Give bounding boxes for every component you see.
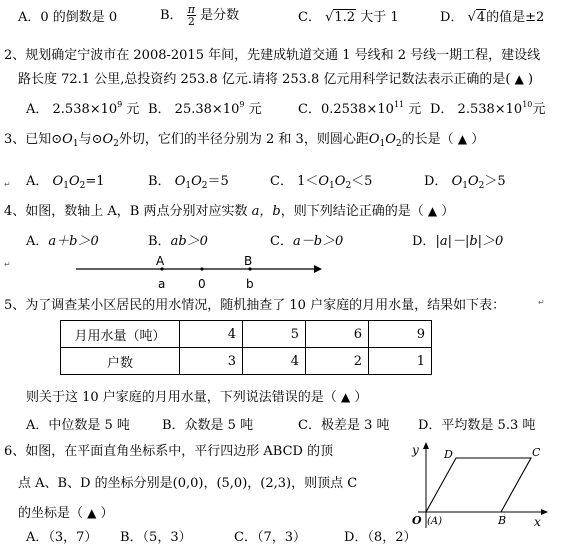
subscript: 1 (185, 181, 192, 191)
q3-option-a-value: =1 (85, 174, 105, 189)
q6-stem-line3 (18, 502, 114, 521)
q2-option-c-unit: 元 (404, 102, 422, 117)
q2-option-a-text: A． 2.538×10 (26, 102, 118, 117)
fraction-numerator: π (187, 3, 195, 16)
q1-option-c-text: 大于 1 (360, 10, 399, 25)
option-label: D． (424, 174, 448, 189)
q2-option-c-exponent: 11 (393, 100, 405, 109)
q6-stem-text: 的坐标是（ (18, 506, 84, 521)
q6-option-b: B．（5，3） (120, 530, 192, 545)
paragraph-return-mark: ↵ (4, 180, 11, 189)
q1-option-d-text: 的值是±2 (486, 10, 545, 25)
q4-option-d (412, 230, 503, 249)
circle-center-o: O (102, 132, 114, 147)
q2-option-d-text: D． 2.538×10 (430, 102, 523, 117)
q2-option-b (148, 98, 262, 117)
q1-option-b-text: 是分数 (200, 8, 240, 23)
q3-option-d (424, 170, 506, 191)
option-label: C． 1＜ (270, 174, 319, 189)
q2-option-b-unit: 元 (244, 102, 262, 117)
vertex-b-label: B (498, 514, 507, 527)
q1-option-c (298, 6, 399, 25)
y-axis-label: y (412, 443, 419, 457)
sqrt-sign: √ (467, 10, 476, 25)
number-line-label-b: b (246, 277, 254, 291)
paragraph-return-mark: ↵ (4, 260, 11, 269)
q2-option-d (430, 98, 545, 117)
q2-stem-line2 (18, 68, 533, 87)
q4-stem (4, 200, 454, 219)
q3-option-a (26, 170, 105, 191)
subscript: 1 (462, 181, 468, 191)
q4-option-a (26, 230, 99, 249)
circle-center-o: O (68, 174, 80, 189)
answer-mark: ▲ (427, 204, 438, 218)
subscript: 2 (201, 181, 208, 191)
subscript: 1 (329, 181, 335, 191)
subscript: 2 (113, 139, 119, 149)
q3-option-c (270, 170, 372, 191)
number-line-label-a: a (158, 277, 166, 291)
circle-center-o: O (174, 174, 186, 189)
q2-option-b-exponent: 9 (239, 100, 245, 109)
circle-center-o: O (318, 174, 330, 189)
answer-mark: ▲ (457, 132, 468, 146)
q3-stem-close: ） (471, 132, 485, 147)
q3-stem-text: 的长是（ (401, 132, 454, 147)
answer-mark: ▲ (340, 390, 351, 404)
q6-option-a: A．（3，7） (26, 530, 98, 545)
table-header-usage: 月用水量（吨） (61, 321, 180, 348)
q4-stem-text: 4、如图，数轴上 A，B 两点分别对应实数 (4, 204, 248, 219)
table-cell: 2 (306, 348, 369, 375)
origin-label: O (412, 514, 422, 527)
subscript: 2 (345, 181, 352, 191)
q1-option-c-label: C． (298, 10, 321, 25)
table-cell: 9 (369, 321, 432, 348)
option-label: A． (26, 234, 49, 249)
q5-option-b: B．众数是 5 吨 (162, 418, 254, 433)
arrow-head-icon (314, 265, 322, 273)
table-cell: 4 (243, 348, 306, 375)
q3-option-b-value: ＝5 (207, 174, 229, 189)
table-cell: 4 (180, 321, 243, 348)
q5-question (26, 386, 367, 405)
q4-option-c (270, 230, 343, 249)
q6-stem-line2: 点 A、B、D 的坐标分别是(0,0)，(5,0)，(2,3)，则顶点 C (18, 476, 358, 491)
fraction-denominator: 2 (187, 15, 195, 28)
q6-option-d: D．（8，2） (344, 530, 417, 545)
vertex-a-label: (A) (427, 516, 443, 527)
subscript: 1 (72, 139, 79, 149)
q3-stem (4, 128, 484, 149)
q4-option-b-expr: ab＞0 (170, 234, 208, 249)
q1-option-d (440, 6, 544, 25)
q2-option-b-text: B． 25.38×10 (148, 102, 240, 117)
table-cell: 3 (180, 348, 243, 375)
number-line-label-zero: 0 (198, 277, 206, 291)
q2-stem-line1: 2、规划确定宁波市在 2008-2015 年间，先建成轨道交通 1 号线和 2 号线一期工程，建设线 (4, 48, 541, 63)
circle-center-o: O (62, 132, 73, 147)
q4-option-a-expr: a＋b＞0 (48, 234, 99, 249)
q5-option-d: D．平均数是 5.3 吨 (418, 418, 536, 433)
q1-option-b (160, 4, 239, 27)
circle-center-o: O (451, 174, 463, 189)
q1-option-b-fraction (187, 4, 196, 27)
q4-option-b (148, 230, 208, 249)
q5-stem: 5、为了调查某小区居民的用水情况，随机抽查了 10 户家庭的月用水量，结果如下表： (4, 298, 506, 313)
q4-option-d-expr: |a|－|b|＞0 (435, 234, 504, 249)
vertex-c-label: C (532, 446, 541, 459)
y-axis-arrow-icon (423, 442, 429, 449)
subscript: 2 (395, 139, 402, 149)
option-label: B． (148, 234, 171, 249)
q5-question-text: 则关于这 10 户家庭的月用水量，下列说法错误的是（ (26, 390, 337, 405)
q3-option-d-value: ＞5 (484, 174, 506, 189)
q2-stem-text: 路长度 72.1 公里,总投资约 253.8 亿元.请将 253.8 亿元用科学记数法表示正确的是( (18, 72, 511, 87)
q3-stem-text: 与⊙ (78, 132, 103, 147)
subscript: 1 (63, 181, 69, 191)
option-label: C． (270, 234, 293, 249)
table-header-households: 户数 (61, 348, 180, 375)
number-line-label-a-upper: A (156, 254, 165, 268)
q2-option-c-text: C．0.2538×10 (298, 102, 394, 117)
q4-option-c-expr: a－b＞0 (292, 234, 344, 249)
parallelogram-abcd (426, 458, 531, 512)
q6-option-c: C．（7，3） (234, 530, 306, 545)
table-cell: 6 (306, 321, 369, 348)
q2-option-c (298, 98, 421, 117)
circle-center-o: O (334, 174, 346, 189)
circle-center-o: O (467, 174, 479, 189)
q6-stem-close: ） (100, 506, 114, 521)
option-label: B． (148, 174, 171, 189)
q1-option-a: A．0 的倒数是 0 (18, 10, 118, 25)
q5-option-c: C．极差是 3 吨 (298, 418, 390, 433)
subscript: 2 (478, 181, 485, 191)
answer-mark: ▲ (514, 72, 524, 86)
subscript: 1 (379, 139, 386, 149)
point-zero (200, 267, 203, 270)
sqrt-sign: √ (325, 10, 334, 25)
number-line-figure (70, 254, 330, 294)
q2-option-a-unit: 元 (122, 102, 140, 117)
q2-option-d-exponent: 10 (522, 100, 533, 109)
table-cell: 5 (243, 321, 306, 348)
q1-option-d-radicand: 4 (476, 10, 486, 25)
circle-center-o: O (385, 132, 396, 147)
q3-option-c-value: ＜5 (351, 174, 373, 189)
q2-option-a-exponent: 9 (117, 100, 123, 109)
circle-center-o: O (368, 132, 380, 147)
x-axis-arrow-icon (541, 509, 548, 515)
option-label: D． (412, 234, 436, 249)
q4-stem-close: ） (441, 204, 455, 219)
parallelogram-figure (398, 440, 558, 536)
q2-option-a (26, 98, 139, 117)
vertex-d-label: D (444, 448, 453, 461)
water-usage-table (60, 320, 432, 375)
number-line-label-b-upper: B (244, 254, 253, 268)
q5-question-close: ） (354, 390, 368, 405)
table-row (61, 348, 432, 375)
q4-stem-text: ，则下列结论正确的是（ (280, 204, 424, 219)
table-cell: 1 (369, 348, 432, 375)
q6-stem-line1: 6、如图，在平面直角坐标系中，平行四边形 ABCD 的顶 (4, 444, 334, 459)
circle-center-o: O (191, 174, 202, 189)
answer-mark: ▲ (87, 506, 97, 520)
table-row (61, 321, 432, 348)
q5-option-a: A．中位数是 5 吨 (26, 418, 130, 433)
x-axis-label: x (534, 515, 541, 529)
subscript: 2 (79, 181, 86, 191)
q3-stem-text: 3、已知⊙ (4, 132, 63, 147)
q1-option-d-label: D． (440, 10, 464, 25)
option-label: A． (26, 174, 49, 189)
q3-option-b (148, 170, 229, 191)
q4-stem-variables: a，b (251, 204, 281, 219)
q2-stem-close: ) (528, 72, 534, 87)
q1-option-b-label: B． (160, 8, 183, 23)
q2-option-d-unit: 元 (532, 102, 546, 117)
circle-center-o: O (52, 174, 64, 189)
q1-option-c-radicand: 1.2 (334, 10, 356, 25)
paragraph-return-mark: ↵ (538, 298, 545, 307)
q3-stem-text: 外切，它们的半径分别为 2 和 3，则圆心距 (118, 132, 369, 147)
